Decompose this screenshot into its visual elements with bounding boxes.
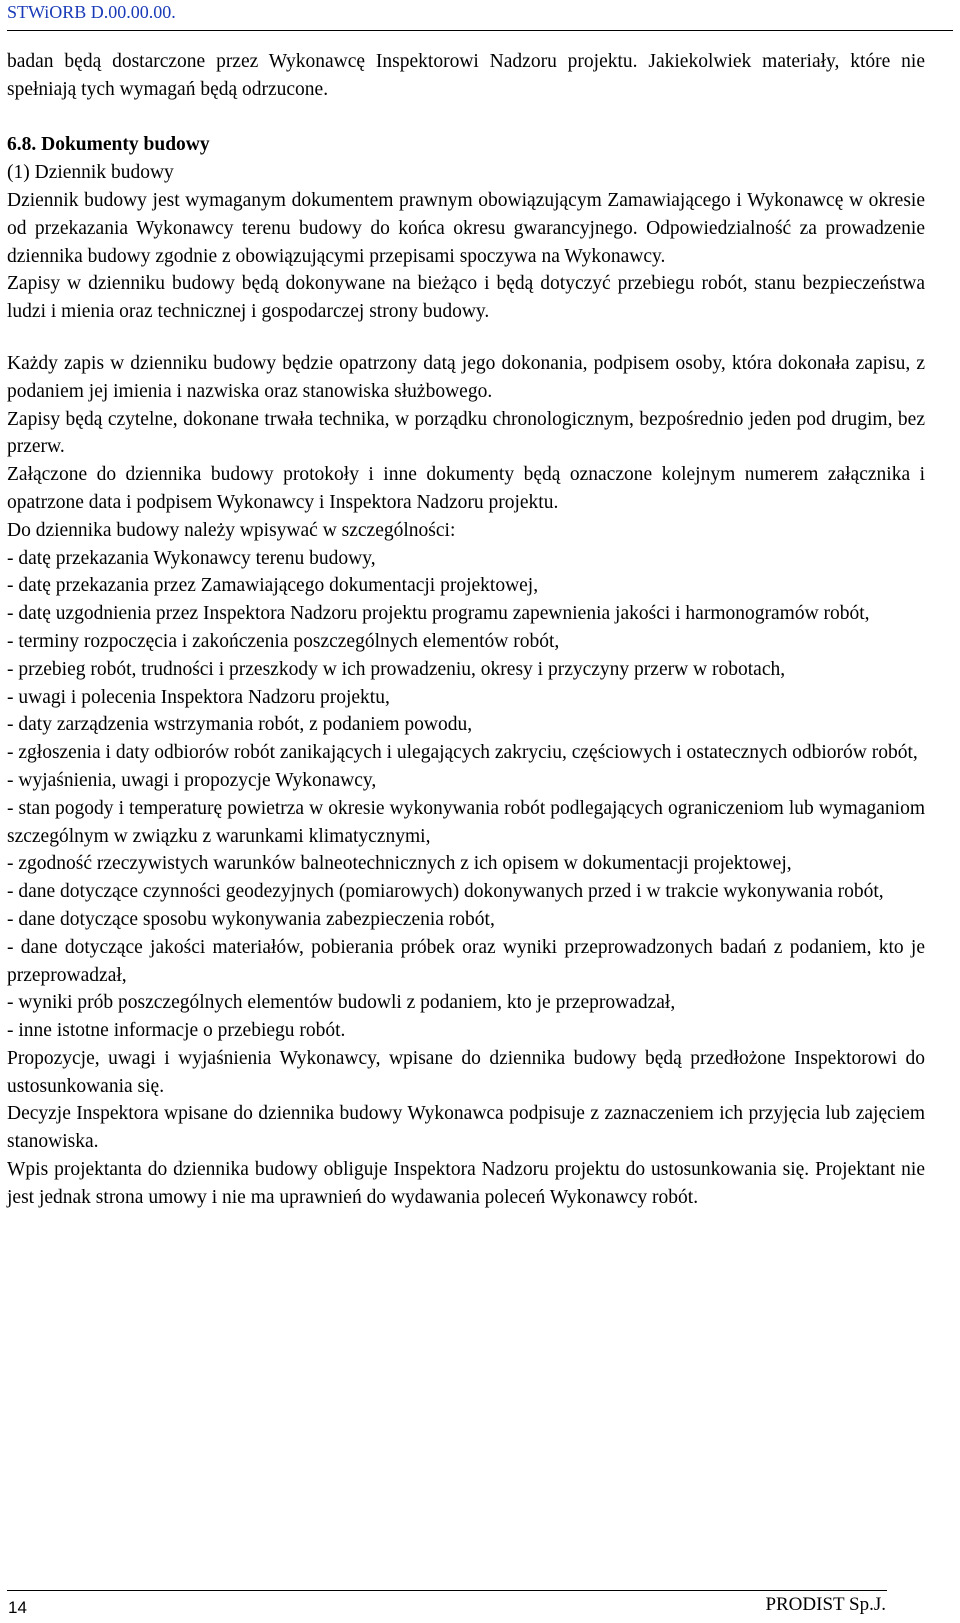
body-paragraph: Decyzje Inspektora wpisane do dziennika budowy Wykonawca podpisuje z zaznaczeniem ich przyjęcia lub zajęciem stanowiska.	[7, 1103, 925, 1153]
body-paragraph: Dziennik budowy jest wymaganym dokumentem prawnym obowiązującym Zamawiającego i Wykonawcę w okresie od przekazania Wykonawcy terenu budowy do końca okresu gwarancyjnego. Odpowiedzialność za prowadzenie dziennika budowy zgodnie z obowiązującymi przepisami spoczywa na Wykonawcy.	[7, 189, 925, 267]
list-item: - datę uzgodnienia przez Inspektora Nadzoru projektu programu zapewnienia jakości i harmonogramów robót,	[7, 603, 870, 625]
intro-paragraph: badan będą dostarczone przez Wykonawcę Inspektorowi Nadzoru projektu. Jakiekolwiek materiały, które nie spełniają tych wymagań będą odrzucone.	[7, 51, 925, 100]
list-item: - datę przekazania przez Zamawiającego dokumentacji projektowej,	[7, 575, 539, 597]
document-body	[7, 48, 925, 1212]
list-item: - daty zarządzenia wstrzymania robót, z podaniem powodu,	[7, 714, 473, 736]
body-paragraph: Wpis projektanta do dziennika budowy obliguje Inspektora Nadzoru projektu do ustosunkowania się. Projektant nie jest jednak strona umowy i nie ma uprawnień do wydawania poleceń Wykonawcy robót.	[7, 1159, 925, 1208]
list-intro: Do dziennika budowy należy wpisywać w szczególności:	[7, 519, 456, 541]
body-paragraph: Zapisy będą czytelne, dokonane trwała technika, w porządku chronologicznym, bezpośrednio jeden pod drugim, bez przerw.	[7, 408, 925, 458]
list-item: - zgodność rzeczywistych warunków balneotechnicznych z ich opisem w dokumentacji projektowej,	[7, 853, 792, 875]
section-heading: 6.8. Dokumenty budowy	[7, 134, 210, 156]
list-item: - inne istotne informacje o przebiegu robót.	[7, 1020, 346, 1042]
list-item: - terminy rozpoczęcia i zakończenia poszczególnych elementów robót,	[7, 630, 560, 652]
list-item: - datę przekazania Wykonawcy terenu budowy,	[7, 547, 376, 569]
paragraph-group-1	[7, 187, 925, 326]
list-item: - dane dotyczące jakości materiałów, pobierania próbek oraz wyniki przeprowadzonych badań z podaniem, kto je przeprowadzał,	[7, 936, 925, 986]
document-code-header: STWiORB D.00.00.00.	[7, 2, 176, 22]
list-item: - zgłoszenia i daty odbiorów robót zanikających i ulegających zakryciu, częściowych i ostatecznych odbiorów robót,	[7, 742, 918, 764]
list-item: - uwagi i polecenia Inspektora Nadzoru projektu,	[7, 686, 390, 708]
body-paragraph: Załączone do dziennika budowy protokoły i inne dokumenty będą oznaczone kolejnym numerem załącznika i opatrzone data i podpisem Wykonawcy i Inspektora Nadzoru projektu.	[7, 464, 925, 513]
subsection-heading: (1) Dziennik budowy	[7, 162, 174, 184]
list-item: - dane dotyczące sposobu wykonywania zabezpieczenia robót,	[7, 908, 495, 930]
company-name: PRODIST Sp.J.	[765, 1594, 886, 1615]
page-number: 14	[8, 1598, 27, 1617]
paragraph-group-2	[7, 350, 925, 1212]
body-paragraph: Propozycje, uwagi i wyjaśnienia Wykonawcy, wpisane do dziennika budowy będą przedłożone Inspektorowi do ustosunkowania się.	[7, 1047, 925, 1097]
list-item: - stan pogody i temperaturę powietrza w okresie wykonywania robót podlegających ograniczeniom lub wymaganiom szczególnym w związku z warunkami klimatycznymi,	[7, 797, 925, 847]
footer-rule	[7, 1590, 887, 1591]
header-rule	[7, 30, 953, 31]
list-item: - wyniki prób poszczególnych elementów budowli z podaniem, kto je przeprowadzał,	[7, 992, 676, 1014]
body-paragraph: Zapisy w dzienniku budowy będą dokonywane na bieżąco i będą dotyczyć przebiegu robót, stanu bezpieczeństwa ludzi i mienia oraz technicznej i gospodarczej strony budowy.	[7, 273, 925, 323]
body-paragraph: Każdy zapis w dzienniku budowy będzie opatrzony datą jego dokonania, podpisem osoby, która dokonała zapisu, z podaniem jej imienia i nazwiska oraz stanowiska służbowego.	[7, 352, 925, 402]
list-item: - przebieg robót, trudności i przeszkody w ich prowadzeniu, okresy i przyczyny przerw w robotach,	[7, 658, 786, 680]
list-item: - dane dotyczące czynności geodezyjnych (pomiarowych) dokonywanych przed i w trakcie wykonywania robót,	[7, 881, 884, 903]
list-item: - wyjaśnienia, uwagi i propozycje Wykonawcy,	[7, 769, 377, 791]
